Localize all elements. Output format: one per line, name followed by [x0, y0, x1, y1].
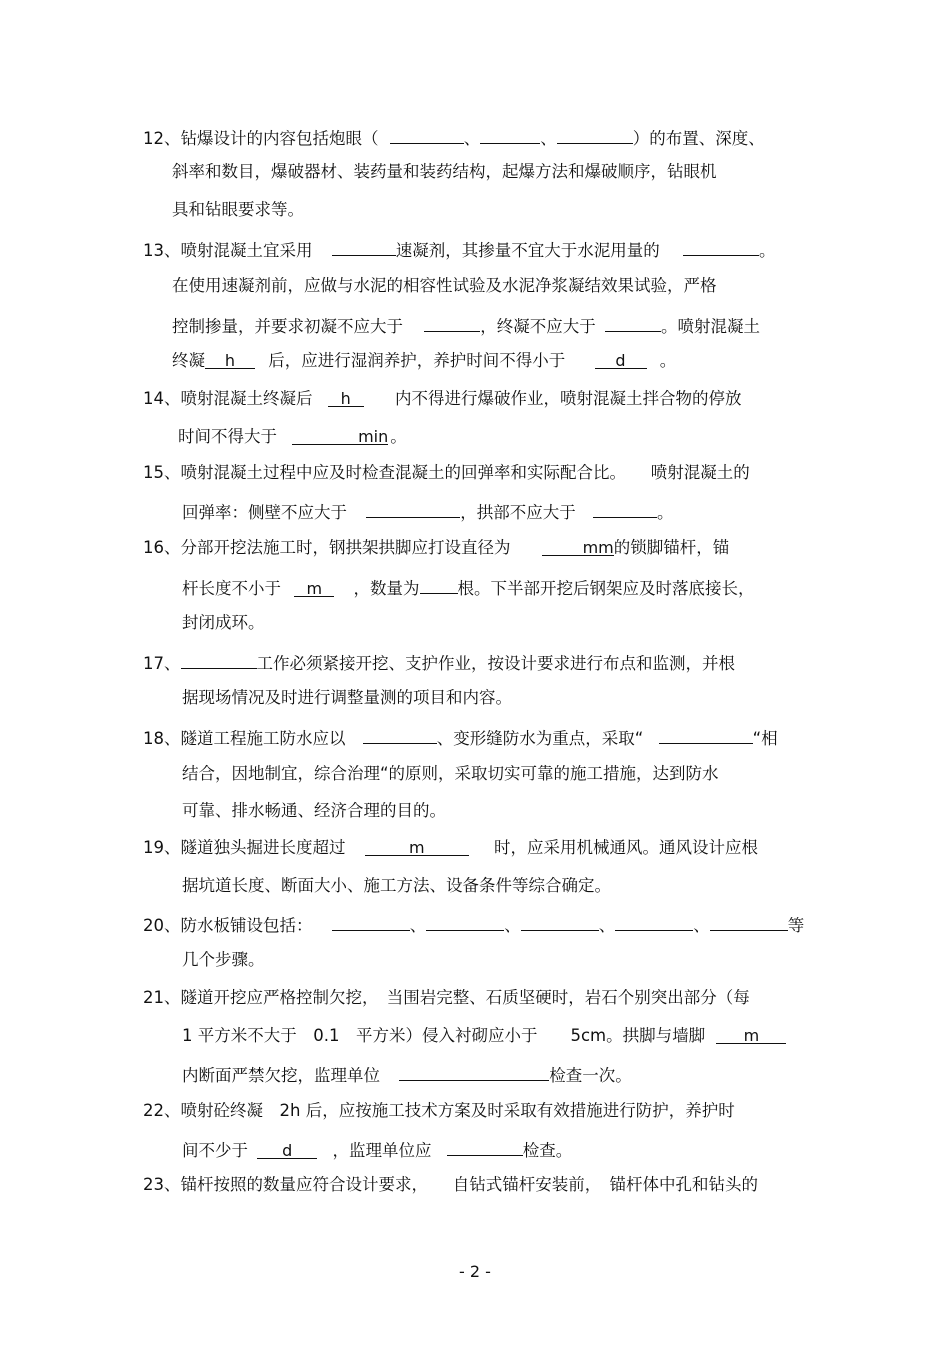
- question-number: 14、: [143, 389, 181, 408]
- q13-line-4: 终凝 h 后，应进行湿润养护，养护时间不得小于 d 。: [172, 351, 677, 370]
- q20-line-1: 20、防水板铺设包括： 、 、 、 、 等: [143, 913, 804, 936]
- question-number: 18、: [143, 729, 181, 748]
- q14-line-2: 时间不得大于 min 。: [178, 427, 407, 446]
- answer-blank[interactable]: [332, 913, 410, 931]
- q23-line-1: 23、锚杆按照的数量应符合设计要求， 自钻式锚杆安装前， 锚杆体中孔和钻头的: [143, 1175, 758, 1194]
- q16-line-3: 封闭成环。: [182, 613, 265, 632]
- answer-blank[interactable]: [480, 126, 540, 144]
- question-number: 20、: [143, 916, 181, 935]
- answer-blank-days[interactable]: d: [595, 351, 647, 369]
- answer-blank-meters[interactable]: m: [294, 579, 334, 597]
- question-number: 13、: [143, 241, 181, 260]
- question-number: 17、: [143, 654, 181, 673]
- answer-blank[interactable]: [683, 238, 759, 256]
- answer-blank[interactable]: [399, 1063, 549, 1081]
- answer-blank[interactable]: [181, 651, 257, 669]
- q16-line-1: 16、分部开挖法施工时，钢拱架拱脚应打设直径为 mm的锁脚锚杆，锚: [143, 538, 730, 557]
- answer-blank-count[interactable]: [420, 576, 458, 594]
- answer-blank-mm[interactable]: mm: [542, 538, 614, 556]
- q18-line-2: 结合，因地制宜，综合治理“的原则，采取切实可靠的施工措施，达到防水: [182, 764, 719, 783]
- q13-line-3: 控制掺量，并要求初凝不应大于 ，终凝不应大于 。喷射混凝土: [172, 314, 760, 337]
- q18-line-1: 18、隧道工程施工防水应以 、变形缝防水为重点，采取“ “相: [143, 726, 778, 749]
- q19-line-1: 19、隧道独头掘进长度超过 m 时，应采用机械通风。通风设计应根: [143, 838, 758, 857]
- q16-line-2: 杆长度不小于 m ，数量为 根。下半部开挖后钢架应及时落底接长，: [182, 576, 755, 599]
- answer-blank[interactable]: [366, 500, 460, 518]
- answer-blank[interactable]: [363, 726, 437, 744]
- question-number: 21、: [143, 988, 181, 1007]
- question-number: 23、: [143, 1175, 181, 1194]
- answer-blank[interactable]: [390, 126, 464, 144]
- q21-line-3: 内断面严禁欠挖，监理单位 检查一次。: [182, 1063, 632, 1086]
- answer-blank[interactable]: [659, 726, 753, 744]
- answer-blank[interactable]: [710, 913, 788, 931]
- question-number: 19、: [143, 838, 181, 857]
- answer-blank-meters[interactable]: m: [365, 838, 469, 856]
- q17-line-2: 据现场情况及时进行调整量测的项目和内容。: [182, 688, 512, 707]
- answer-blank-hours[interactable]: h: [328, 389, 364, 407]
- q20-line-2: 几个步骤。: [182, 950, 265, 969]
- question-number: 15、: [143, 463, 181, 482]
- q17-line-1: 17、 工作必须紧接开挖、支护作业，按设计要求进行布点和监测，并根: [143, 651, 735, 674]
- q13-line-1: 13、喷射混凝土宜采用 速凝剂，其掺量不宜大于水泥用量的 。: [143, 238, 776, 261]
- q12-line-3: 具和钻眼要求等。: [172, 200, 304, 219]
- answer-blank[interactable]: [593, 500, 657, 518]
- q19-line-2: 据坑道长度、断面大小、施工方法、设备条件等综合确定。: [182, 876, 611, 895]
- answer-blank-meters[interactable]: m: [716, 1026, 786, 1044]
- q22-line-1: 22、喷射砼终凝 2h 后，应按施工技术方案及时采取有效措施进行防护，养护时: [143, 1101, 735, 1120]
- q13-line-2: 在使用速凝剂前，应做与水泥的相容性试验及水泥净浆凝结效果试验，严格: [172, 276, 717, 295]
- answer-blank[interactable]: [332, 238, 396, 256]
- question-number: 12、: [143, 129, 181, 148]
- q12-line-2: 斜率和数目，爆破器材、装药量和装药结构，起爆方法和爆破顺序，钻眼机: [172, 162, 717, 181]
- answer-blank-hours[interactable]: h: [205, 351, 255, 369]
- answer-blank[interactable]: [615, 913, 693, 931]
- q12-line-1: 12、钻爆设计的内容包括炮眼（ 、 、 ）的布置、深度、: [143, 126, 765, 149]
- answer-blank-minutes[interactable]: min: [292, 427, 388, 445]
- question-number: 22、: [143, 1101, 181, 1120]
- answer-blank[interactable]: [557, 126, 633, 144]
- answer-blank[interactable]: [605, 314, 661, 332]
- q22-line-2: 间不少于 d ，监理单位应 检查。: [182, 1138, 572, 1161]
- question-number: 16、: [143, 538, 181, 557]
- q21-line-2: 1 平方米不大于 0.1 平方米）侵入衬砌应小于 5cm。拱脚与墙脚 m: [182, 1026, 786, 1046]
- answer-blank-days[interactable]: d: [257, 1141, 317, 1159]
- q18-line-3: 可靠、排水畅通、经济合理的目的。: [182, 801, 446, 820]
- q21-line-1: 21、隧道开挖应严格控制欠挖， 当围岩完整、石质坚硬时，岩石个别突出部分（每: [143, 988, 750, 1007]
- answer-blank[interactable]: [521, 913, 599, 931]
- answer-blank[interactable]: [426, 913, 504, 931]
- q14-line-1: 14、喷射混凝土终凝后 h 内不得进行爆破作业，喷射混凝土拌合物的停放: [143, 389, 742, 408]
- answer-blank[interactable]: [424, 314, 480, 332]
- q15-line-1: 15、喷射混凝土过程中应及时检查混凝土的回弹率和实际配合比。 喷射混凝土的: [143, 463, 750, 482]
- page-number: - 2 -: [459, 1262, 491, 1281]
- answer-blank[interactable]: [447, 1138, 523, 1156]
- q15-line-2: 回弹率：侧壁不应大于 ，拱部不应大于 。: [182, 500, 674, 523]
